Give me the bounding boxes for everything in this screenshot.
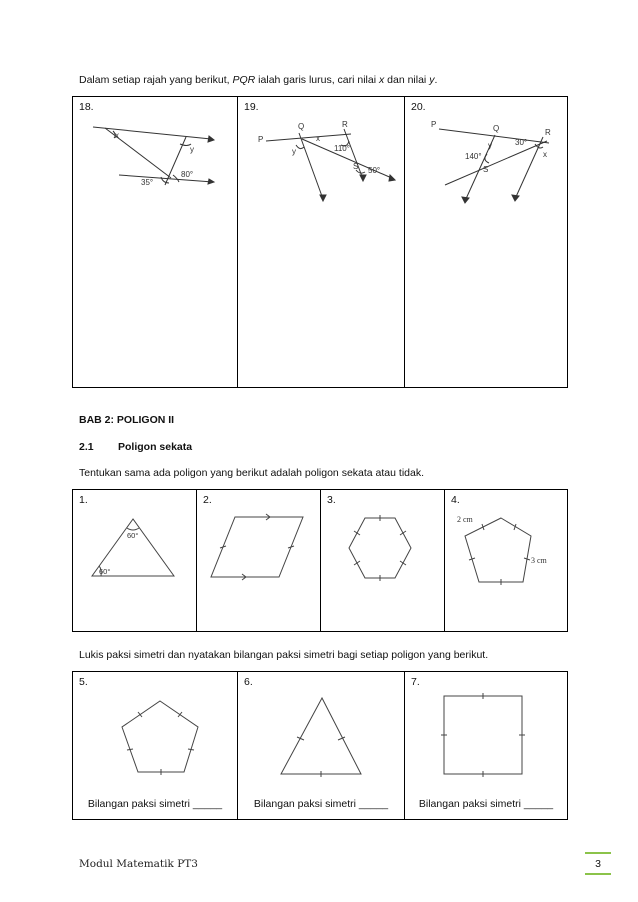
question-cell-19 (238, 97, 405, 388)
question-cell-1 (73, 490, 197, 632)
triangle-symmetry-figure (276, 694, 366, 778)
question-number: 20. (411, 101, 426, 113)
question-number: 1. (79, 494, 88, 506)
symmetry-answer: Bilangan paksi simetri _____ (418, 798, 554, 810)
label-q: Q (493, 124, 500, 133)
label-y: y (488, 141, 492, 150)
label-x: x (316, 134, 320, 143)
label-angle-b: 50° (368, 166, 381, 175)
question-instruction-2: Lukis paksi simetri dan nyatakan bilangan paksi simetri bagi setiap poligon yang berikut. (79, 649, 489, 661)
label-angle-b: 30° (515, 138, 528, 147)
page-number: 3 (595, 858, 601, 870)
label-r: R (545, 128, 551, 137)
page-number-rule-top (585, 852, 611, 854)
chapter-title: BAB 2: POLIGON II (79, 414, 175, 426)
label-angle-left: 60° (99, 567, 111, 576)
question-cell-2 (197, 490, 321, 632)
label-p: P (258, 135, 264, 144)
intro-text: Dalam setiap rajah yang berikut, PQR ialah garis lurus, cari nilai x dan nilai y. (79, 74, 438, 86)
section-number: 2.1 (79, 441, 94, 453)
label-s: S (353, 162, 359, 171)
symmetry-answer: Bilangan paksi simetri _____ (87, 798, 223, 810)
angles-table (72, 96, 568, 388)
label-angle-a: 110° (334, 144, 350, 153)
question-cell-20 (405, 97, 568, 388)
label-p: P (431, 120, 437, 129)
label-angle-a: 35° (141, 178, 154, 187)
question-number: 3. (327, 494, 336, 506)
symmetry-table (72, 671, 568, 820)
triangle-figure (87, 516, 177, 586)
label-q: Q (298, 122, 305, 131)
label-side-b: 3 cm (531, 556, 547, 565)
label-side-a: 2 cm (457, 515, 473, 524)
question-cell-18 (73, 97, 238, 388)
question-number: 6. (244, 676, 253, 688)
section-heading (79, 441, 193, 453)
pentagon-figure (453, 514, 565, 590)
question-cell-5 (73, 672, 238, 820)
question-number: 4. (451, 494, 460, 506)
section-title: Poligon sekata (118, 441, 193, 453)
label-y: y (190, 145, 194, 154)
symmetry-answer: Bilangan paksi simetri _____ (253, 798, 389, 810)
regular-polygon-table (72, 489, 568, 632)
footer-label: Modul Matematik PT3 (79, 858, 198, 870)
diagram-20 (427, 117, 567, 207)
label-x: x (543, 150, 547, 159)
square-symmetry-figure (440, 692, 526, 778)
question-number: 7. (411, 676, 420, 688)
rhombus-figure (207, 512, 307, 582)
question-number: 19. (244, 101, 259, 113)
diagram-18 (91, 117, 221, 197)
question-number: 18. (79, 101, 94, 113)
label-angle-top: 60° (127, 531, 139, 540)
diagram-19 (256, 117, 396, 207)
label-x: x (115, 131, 119, 140)
pentagon-symmetry-figure (116, 697, 206, 777)
hexagon-figure (345, 514, 415, 584)
question-cell-7 (405, 672, 568, 820)
question-instruction-1: Tentukan sama ada poligon yang berikut adalah poligon sekata atau tidak. (79, 467, 424, 479)
question-number: 2. (203, 494, 212, 506)
label-angle-a: 140° (465, 152, 482, 161)
question-cell-3 (321, 490, 445, 632)
question-cell-6 (238, 672, 405, 820)
question-number: 5. (79, 676, 88, 688)
label-r: R (342, 120, 348, 129)
page-number-rule-bottom (585, 873, 611, 875)
label-s: S (483, 165, 489, 174)
label-y: y (292, 147, 296, 156)
question-cell-4 (445, 490, 568, 632)
label-angle-b: 80° (181, 170, 194, 179)
